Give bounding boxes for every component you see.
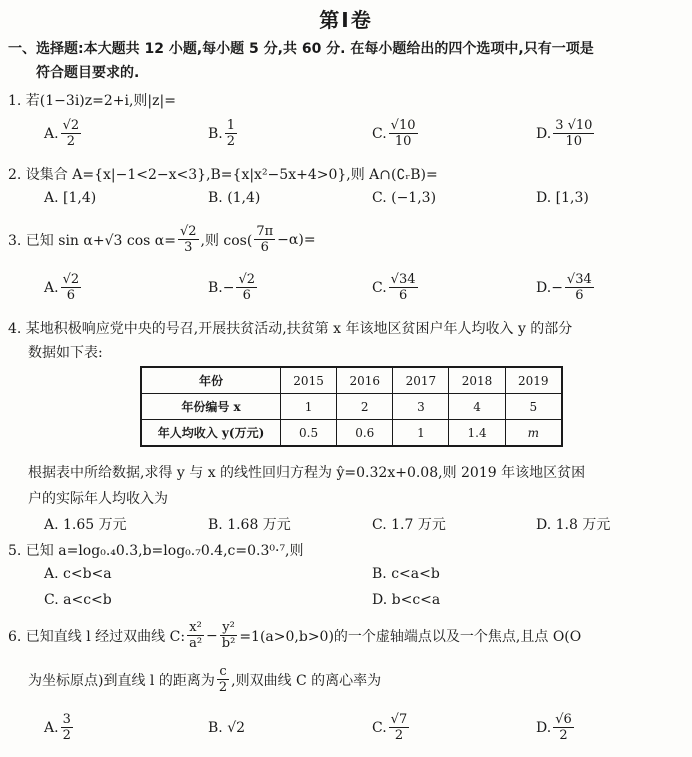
table-cell: 5 <box>505 394 562 420</box>
q6-d-num: √6 <box>555 712 572 727</box>
q3-option-a[interactable] <box>44 272 83 303</box>
table-cell: 4 <box>449 394 505 420</box>
q3-stem-fraction1 <box>178 224 199 255</box>
q4-option-d[interactable]: D. 1.8 万元 <box>536 517 611 533</box>
q1-a-den: 2 <box>66 134 75 149</box>
q6-a-label: A. <box>44 719 59 736</box>
q5-option-d[interactable]: D. b<c<a <box>372 592 441 608</box>
q6-stem-pre: 6. 已知直线 l 经过双曲线 C: <box>8 628 186 645</box>
q3-stem-num1: √2 <box>179 224 197 239</box>
q3-c-fraction <box>389 272 418 303</box>
q3-a-label: A. <box>44 279 59 296</box>
q6-c-fraction <box>217 664 229 695</box>
q2-option-d[interactable]: D. [1,3) <box>536 190 589 206</box>
q1-d-fraction <box>553 118 594 149</box>
q6-stem-line1 <box>8 620 581 651</box>
q3-a-den: 6 <box>66 288 75 303</box>
q3-d-num: √34 <box>566 272 592 287</box>
q1-option-b[interactable] <box>208 118 239 149</box>
q6-a-den: 2 <box>62 728 71 743</box>
table-row <box>141 367 562 394</box>
q6-option-b[interactable]: B. √2 <box>208 720 246 736</box>
q1-d-num: 3 √10 <box>555 118 593 133</box>
q6-d-den: 2 <box>559 728 568 743</box>
q1-c-den: 10 <box>394 134 412 149</box>
q4-stem-line1: 4. 某地积极响应党中央的号召,开展扶贫活动,扶贫第 x 年该地区贫困户年人均收入 y 的部分 <box>8 321 573 337</box>
q3-stem-den2: 6 <box>260 240 269 255</box>
table-cell: 1 <box>393 420 449 447</box>
q2-option-c[interactable]: C. (−1,3) <box>372 190 437 206</box>
q4-data-table <box>140 366 563 447</box>
q3-stem-den1: 3 <box>184 240 193 255</box>
q6-c-num: c <box>219 664 227 679</box>
table-cell: 年份 <box>141 367 281 394</box>
q6-c-opt-num: √7 <box>390 712 408 727</box>
table-cell: 0.5 <box>281 420 337 447</box>
table-cell: 年人均收入 y(万元) <box>141 420 281 447</box>
q1-c-fraction <box>389 118 418 149</box>
q3-b-den: 6 <box>242 288 251 303</box>
q3-stem-pre: 3. 已知 sin α+√3 cos α= <box>8 232 176 249</box>
q6-y-fraction <box>220 620 238 651</box>
q6-x-den: a² <box>189 636 203 651</box>
q3-d-den: 6 <box>575 288 584 303</box>
q4-stem-line2: 数据如下表: <box>28 345 103 361</box>
table-cell: 0.6 <box>337 420 393 447</box>
q6-c-den: 2 <box>218 680 228 695</box>
q1-b-fraction <box>225 118 237 149</box>
q3-stem-fraction2 <box>254 224 275 255</box>
table-row <box>141 420 562 447</box>
q6-stem-line2 <box>28 664 381 695</box>
section-heading-line1: 一、选择题:本大题共 12 小题,每小题 5 分,共 60 分. 在每小题给出的四个选项中,只有一项是 <box>8 41 594 57</box>
q6-c-label: C. <box>372 719 387 736</box>
q3-stem <box>8 224 316 255</box>
q6-option-d[interactable] <box>536 712 576 743</box>
q1-c-num: √10 <box>390 118 416 133</box>
q6-y-den: b² <box>221 636 236 651</box>
q4-option-a[interactable]: A. 1.65 万元 <box>44 517 127 533</box>
q6-x-num: x² <box>189 620 202 635</box>
q3-option-b[interactable] <box>208 272 259 303</box>
q1-b-num: 1 <box>226 118 236 133</box>
q3-d-fraction <box>565 272 594 303</box>
q6-d-fraction <box>553 712 574 743</box>
q2-stem: 2. 设集合 A={x|−1<2−x<3},B={x|x²−5x+4>0},则 A∩(∁ᵣB)= <box>8 167 438 183</box>
q3-b-num: √2 <box>238 272 256 287</box>
q1-a-num: √2 <box>62 118 80 133</box>
q1-b-den: 2 <box>226 134 236 149</box>
q6-c-opt-fraction <box>389 712 410 743</box>
q1-option-d[interactable] <box>536 118 596 149</box>
table-cell: 2016 <box>337 367 393 394</box>
q6-line2-pre: 为坐标原点)到直线 l 的距离为 <box>28 672 215 689</box>
q5-option-b[interactable]: B. c<a<b <box>372 566 440 582</box>
q6-c-opt-den: 2 <box>394 728 404 743</box>
q3-stem-num2: 7π <box>256 224 274 239</box>
q1-a-fraction <box>61 118 82 149</box>
q3-b-fraction <box>236 272 257 303</box>
q3-a-num: √2 <box>62 272 80 287</box>
q4-after-line1: 根据表中所给数据,求得 y 与 x 的线性回归方程为 ŷ=0.32x+0.08,则 2019 年该地区贫困 <box>28 465 586 481</box>
q3-c-label: C. <box>372 279 387 296</box>
q2-option-b[interactable]: B. (1,4) <box>208 190 261 206</box>
q6-line2-post: ,则双曲线 C 的离心率为 <box>231 672 382 689</box>
q5-option-c[interactable]: C. a<c<b <box>44 592 112 608</box>
q5-option-a[interactable]: A. c<b<a <box>44 566 112 582</box>
q3-d-sign: − <box>551 279 563 296</box>
table-cell: 2019 <box>505 367 562 394</box>
table-cell: 2 <box>337 394 393 420</box>
q6-option-a[interactable] <box>44 712 75 743</box>
section-heading-line2: 符合题目要求的. <box>36 65 140 81</box>
q3-option-c[interactable] <box>372 272 420 303</box>
q1-c-label: C. <box>372 125 387 142</box>
q3-stem-mid: ,则 cos( <box>200 232 253 249</box>
table-cell: 1 <box>281 394 337 420</box>
q6-a-num: 3 <box>62 712 71 727</box>
q6-option-c[interactable] <box>372 712 411 743</box>
q4-option-c[interactable]: C. 1.7 万元 <box>372 517 446 533</box>
q3-b-label: B. <box>208 279 223 296</box>
q1-b-label: B. <box>208 125 223 142</box>
q1-stem: 1. 若(1−3i)z=2+i,则|z|= <box>8 93 176 109</box>
q3-d-label: D. <box>536 279 552 296</box>
q3-stem-post: −α)= <box>277 231 316 248</box>
q6-y-num: y² <box>222 620 235 635</box>
q6-stem-post: =1(a>0,b>0)的一个虚轴端点以及一个焦点,且点 O(O <box>239 628 582 645</box>
q1-option-a[interactable] <box>44 118 83 149</box>
q1-d-den: 10 <box>565 134 583 149</box>
q3-option-d[interactable] <box>536 272 596 303</box>
q4-option-b[interactable]: B. 1.68 万元 <box>208 517 291 533</box>
paper-title: 第Ⅰ卷 <box>319 8 373 32</box>
q1-a-label: A. <box>44 125 59 142</box>
q6-d-label: D. <box>536 719 552 736</box>
q3-c-den: 6 <box>398 288 408 303</box>
q3-b-sign: − <box>222 279 235 296</box>
q6-minus: − <box>206 627 218 644</box>
q6-x-fraction <box>187 620 204 651</box>
table-cell: 2017 <box>393 367 449 394</box>
q2-option-a[interactable]: A. [1,4) <box>44 190 97 206</box>
q3-c-num: √34 <box>390 272 416 287</box>
table-cell: 3 <box>393 394 449 420</box>
table-cell: m <box>505 420 562 447</box>
table-cell: 年份编号 x <box>141 394 281 420</box>
q5-stem: 5. 已知 a=log₀.₄0.3,b=log₀.₇0.4,c=0.3⁰·⁷,则 <box>8 543 304 559</box>
q4-after-line2: 户的实际年人均收入为 <box>28 491 168 507</box>
table-cell: 2015 <box>281 367 337 394</box>
q1-d-label: D. <box>536 125 552 142</box>
table-row <box>141 394 562 420</box>
table-cell: 1.4 <box>449 420 505 447</box>
q6-a-fraction <box>61 712 73 743</box>
q3-a-fraction <box>61 272 82 303</box>
q1-option-c[interactable] <box>372 118 420 149</box>
table-cell: 2018 <box>449 367 505 394</box>
